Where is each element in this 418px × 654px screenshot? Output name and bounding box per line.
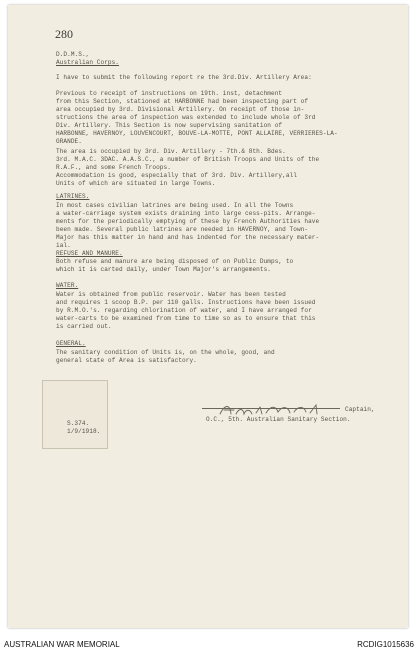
signatory-title: O.C., 5th. Australian Sanitary Section. (206, 416, 351, 423)
text-line: water-carts to be examined from time to time so as to ensure that this (56, 315, 316, 322)
section-heading-latrines: LATRINES. (56, 193, 90, 200)
text-line: by R.M.O.'s. regarding chlorination of water, and I have arranged for (56, 307, 312, 314)
text-line: which it is carted daily, under Town Major's arrangements. (56, 266, 271, 273)
folio-number: 280 (55, 27, 73, 41)
text-line: In most cases civilian latrines are being used. In all the Towns (56, 202, 294, 209)
text-line: a water-carriage system exists draining into large cess-pits. Arrange- (56, 210, 316, 217)
text-line: Both refuse and manure are being disposed of on Public Dumps, to (56, 258, 294, 265)
text-line: from this Section, stationed at HARBONNE had been inspecting part of (56, 98, 309, 105)
text-line: Div. Artillery. This Section is now supervising sanitation of (56, 122, 283, 129)
text-line: is carried out. (56, 323, 112, 330)
text-line: Units of which are situated in large Towns. (56, 180, 216, 187)
text-line: The sanitary condition of Units is, on the whole, good, and (56, 349, 275, 356)
signature-line (202, 408, 340, 409)
text-line: Previous to receipt of instructions on 19th. inst, detachment (56, 90, 283, 97)
text-line: The area is occupied by 3rd. Div. Artillery - 7th.& 8th. Bdes. (56, 148, 286, 155)
text-line: Major has this matter in hand and has indented for the necessary mater- (56, 234, 320, 241)
text-line: Water is obtained from public reservoir. Water has been tested (56, 291, 286, 298)
text-line: GRANDE. (56, 138, 82, 145)
reference-number: S.374. (67, 420, 90, 427)
addressee: D.D.M.S., (56, 51, 90, 58)
text-line: been made. Several public latrines are needed in HAVERNOY, and Town- (56, 226, 309, 233)
text-line: general state of Area is satisfactory. (56, 357, 197, 364)
document-page (8, 5, 408, 628)
text-line: structions the area of inspection was extended to include whole of 3rd (56, 114, 316, 121)
footer-source: AUSTRALIAN WAR MEMORIAL (4, 640, 120, 649)
section-heading-water: WATER. (56, 282, 79, 289)
reference-date: 1/9/1918. (67, 428, 101, 435)
unit-name: Australian Corps. (56, 59, 120, 66)
intro-line: I have to submit the following report re the 3rd.Div. Artillery Area: (56, 74, 312, 81)
text-line: Accommodation is good, especially that of 3rd. Div. Artillery,all (56, 172, 297, 179)
text-line: ial. (56, 242, 71, 249)
text-line: and requires 1 scoop B.P. per 110 galls. Instructions have been issued (56, 299, 316, 306)
text-line: R.A.F., and some French Troops. (56, 164, 171, 171)
stamp-box (42, 380, 108, 449)
footer-record-id: RCDIG1015636 (357, 640, 414, 649)
text-line: HARBONNE, HAVERNOY, LOUVENCOURT, BOUVE-LA-MOTTE, PONT ALLAIRE, VERRIERES-LA- (56, 130, 338, 137)
text-line: ments for the periodically emptying of these by French Authorities have (56, 218, 320, 225)
text-line: area occupied by 3rd. Divisional Artillery. On receipt of those in- (56, 106, 305, 113)
signatory-rank: Captain, (345, 406, 375, 413)
section-heading-refuse: REFUSE AND MANURE. (56, 250, 123, 257)
text-line: 3rd. M.A.C. 3DAC. A.A.S.C., a number of British Troops and Units of the (56, 156, 320, 163)
section-heading-general: GENERAL. (56, 340, 86, 347)
